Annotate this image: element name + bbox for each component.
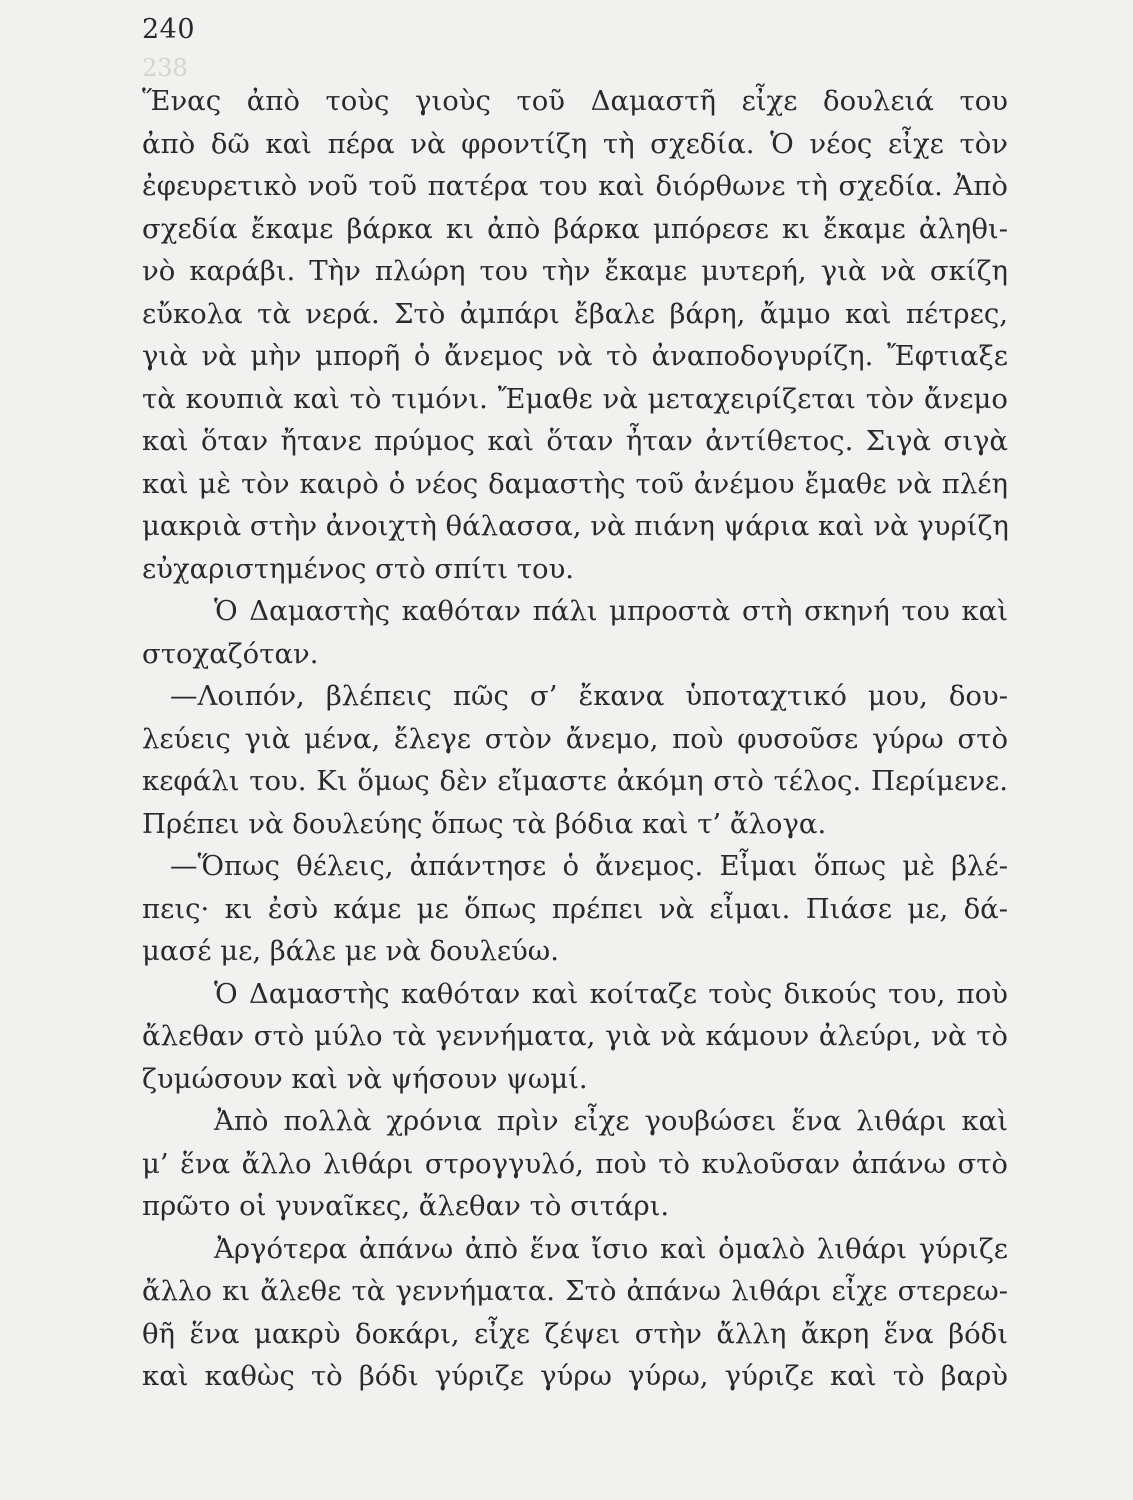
text-line: γιὰ νὰ μὴν μπορῆ ὁ ἄνεμος νὰ τὸ ἀναποδογυρίζη. Ἔφτιαξε [142, 340, 1008, 372]
text-line: Ἀργότερα ἀπάνω ἀπὸ ἕνα ἴσιο καὶ ὁμαλὸ λιθάρι γύριζε [214, 1232, 1008, 1265]
text-line: νὸ καράβι. Τὴν πλώρη του τὴν ἔκαμε μυτερή, γιὰ νὰ σκίζη [142, 255, 1008, 287]
bleed-through-page-number: 238 [142, 54, 188, 82]
text-line: ἄλεθαν στὸ μύλο τὰ γεννήματα, γιὰ νὰ κάμουν ἀλεύρι, νὰ τὸ [142, 1020, 1008, 1052]
text-line: ἐφευρετικὸ νοῦ τοῦ πατέρα του καὶ διόρθωνε τὴ σχεδία. Ἀπὸ [142, 170, 1008, 202]
text-line: μασέ με, βάλε με νὰ δουλεύω. [142, 935, 559, 967]
text-line: ἀπὸ δῶ καὶ πέρα νὰ φροντίζη τὴ σχεδία. Ὁ νέος εἶχε τὸν [142, 127, 1008, 160]
text-line: ἄλλο κι ἄλεθε τὰ γεννήματα. Στὸ ἀπάνω λιθάρι εἶχε στερεω- [142, 1275, 1008, 1307]
text-line: καὶ ὅταν ἤτανε πρύμος καὶ ὅταν ἦταν ἀντίθετος. Σιγὰ σιγὰ [142, 425, 1008, 457]
text-line: Ἕνας ἀπὸ τοὺς γιοὺς τοῦ Δαμαστῆ εἶχε δουλειά του [142, 85, 1008, 117]
text-line: μακριὰ στὴν ἀνοιχτὴ θάλασσα, νὰ πιάνη ψάρια καὶ νὰ γυρίζη [142, 510, 1009, 542]
text-line: Ὁ Δαμαστὴς καθόταν πάλι μπροστὰ στὴ σκηνή του καὶ [214, 595, 1008, 627]
text-line: —Λοιπόν, βλέπεις πῶς σ’ ἔκανα ὑποταχτικό μου, δου- [170, 680, 1008, 712]
text-line: σχεδία ἔκαμε βάρκα κι ἀπὸ βάρκα μπόρεσε κι ἔκαμε ἀληθι- [142, 212, 1008, 245]
text-line: τὰ κουπιὰ καὶ τὸ τιμόνι. Ἔμαθε νὰ μεταχειρίζεται τὸν ἄνεμο [142, 382, 1008, 415]
text-line: Πρέπει νὰ δουλεύης ὅπως τὰ βόδια καὶ τ’ ἄλογα. [142, 807, 827, 840]
page-number: 240 [142, 14, 196, 45]
text-line: καὶ καθὼς τὸ βόδι γύριζε γύρω γύρω, γύριζε καὶ τὸ βαρὺ [142, 1360, 1008, 1392]
text-line: Ὁ Δαμαστὴς καθόταν καὶ κοίταζε τοὺς δικούς του, ποὺ [214, 977, 1008, 1010]
text-line: λεύεις γιὰ μένα, ἔλεγε στὸν ἄνεμο, ποὺ φυσοῦσε γύρω στὸ [142, 722, 1008, 755]
text-line: κεφάλι του. Κι ὅμως δὲν εἴμαστε ἀκόμη στὸ τέλος. Περίμενε. [142, 765, 1008, 797]
text-line: Ἀπὸ πολλὰ χρόνια πρὶν εἶχε γουβώσει ἕνα λιθάρι καὶ [214, 1105, 1008, 1137]
text-line: πρῶτο οἱ γυναῖκες, ἄλεθαν τὸ σιτάρι. [142, 1190, 670, 1222]
text-line: θῆ ἕνα μακρὺ δοκάρι, εἶχε ζέψει στὴν ἄλλη ἄκρη ἕνα βόδι [142, 1317, 1008, 1350]
text-line: —Ὅπως θέλεις, ἀπάντησε ὁ ἄνεμος. Εἶμαι ὅπως μὲ βλέ- [170, 850, 1008, 882]
text-line: ζυμώσουν καὶ νὰ ψήσουν ψωμί. [142, 1062, 588, 1095]
text-line: καὶ μὲ τὸν καιρὸ ὁ νέος δαμαστὴς τοῦ ἀνέμου ἔμαθε νὰ πλέη [142, 467, 1008, 500]
text-line: εὔκολα τὰ νερά. Στὸ ἀμπάρι ἔβαλε βάρη, ἄμμο καὶ πέτρες, [142, 297, 1008, 330]
text-line: εὐχαριστημένος στὸ σπίτι του. [142, 552, 575, 585]
text-line: μ’ ἕνα ἄλλο λιθάρι στρογγυλό, ποὺ τὸ κυλοῦσαν ἀπάνω στὸ [142, 1147, 1008, 1180]
body-text [142, 80, 1008, 1398]
text-line: πεις· κι ἐσὺ κάμε με ὅπως πρέπει νὰ εἶμαι. Πιάσε με, δά- [142, 892, 1008, 925]
text-line: στοχαζόταν. [142, 637, 319, 670]
